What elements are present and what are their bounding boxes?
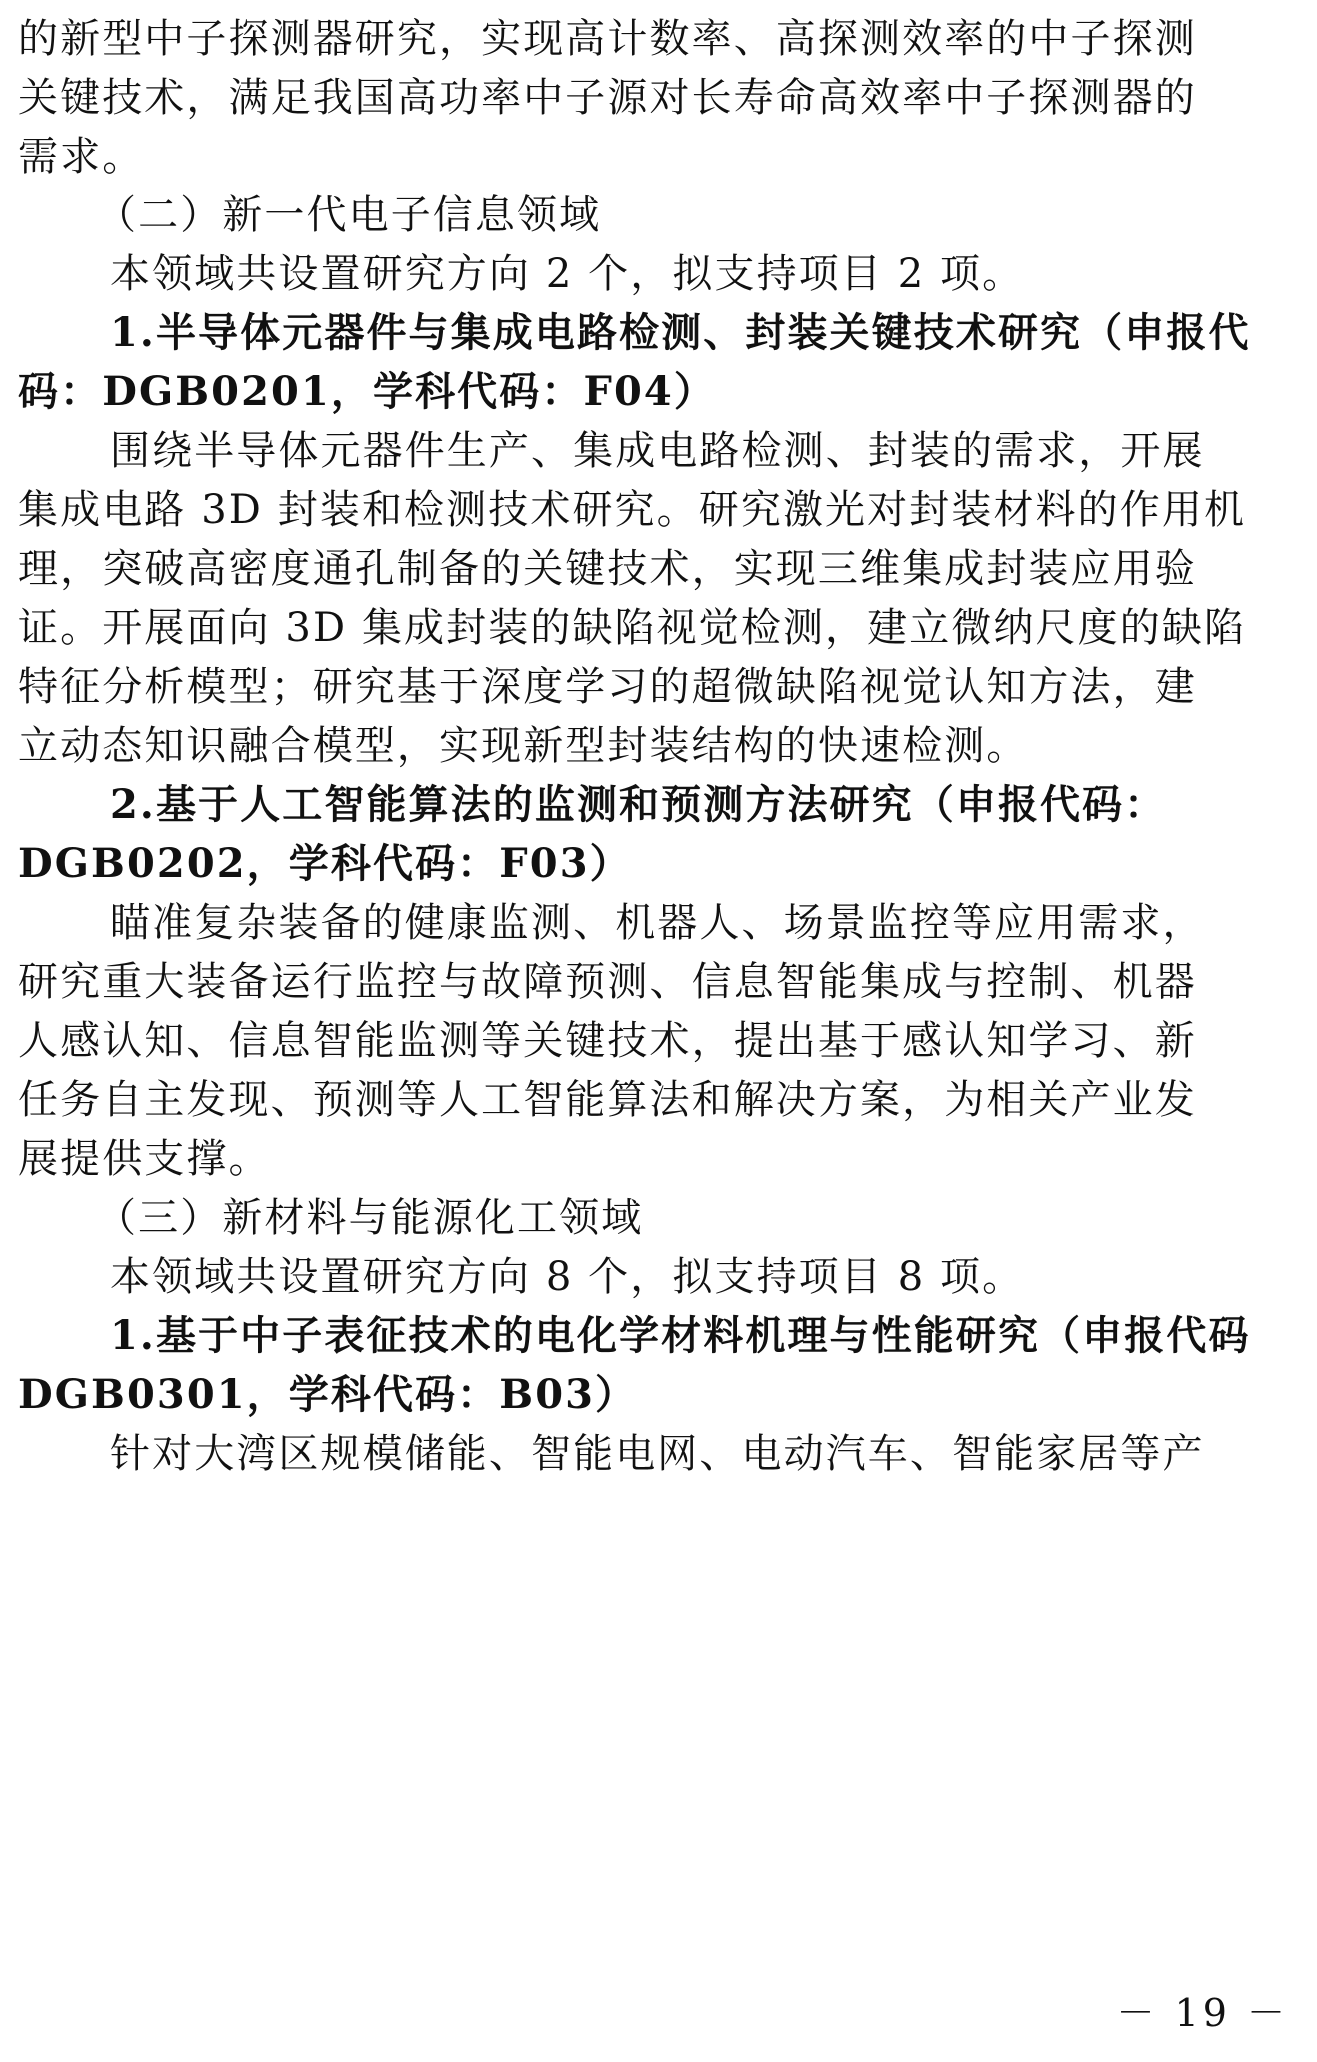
- body-text-line: 本领域共设置研究方向 2 个，拟支持项目 2 项。: [110, 251, 1025, 297]
- body-text-line: 需求。: [18, 134, 145, 180]
- body-text-line: 证。开展面向 3D 集成封装的缺陷视觉检测，建立微纳尺度的缺陷: [18, 605, 1247, 651]
- body-text-line: 展提供支撑。: [18, 1136, 271, 1182]
- section-heading: （二）新一代电子信息领域: [96, 192, 602, 238]
- body-text-line: 特征分析模型；研究基于深度学习的超微缺陷视觉认知方法，建: [18, 664, 1197, 710]
- body-text-line: 理，突破高密度通孔制备的关键技术，实现三维集成封装应用验: [18, 546, 1197, 592]
- body-text-line: 关键技术，满足我国高功率中子源对长寿命高效率中子探测器的: [18, 75, 1197, 121]
- body-text-line: 本领域共设置研究方向 8 个，拟支持项目 8 项。: [110, 1254, 1025, 1300]
- section-heading: （三）新材料与能源化工领域: [96, 1195, 644, 1241]
- body-text-line: 的新型中子探测器研究，实现高计数率、高探测效率的中子探测: [18, 16, 1197, 62]
- page-number: － 19 －: [1116, 1991, 1289, 2035]
- subsection-title: 2.基于人工智能算法的监测和预测方法研究（申报代码：: [110, 781, 1167, 828]
- subsection-title: 1.半导体元器件与集成电路检测、封装关键技术研究（申报代: [110, 309, 1251, 356]
- subsection-title: DGB0301，学科代码：B03）: [18, 1371, 638, 1418]
- body-text-line: 集成电路 3D 封装和检测技术研究。研究激光对封装材料的作用机: [18, 487, 1247, 533]
- body-text-line: 任务自主发现、预测等人工智能算法和解决方案，为相关产业发: [18, 1077, 1197, 1123]
- body-text-line: 研究重大装备运行监控与故障预测、信息智能集成与控制、机器: [18, 959, 1197, 1005]
- subsection-title: 码：DGB0201，学科代码：F04）: [18, 368, 716, 415]
- subsection-title: 1.基于中子表征技术的电化学材料机理与性能研究（申报代码: [110, 1312, 1251, 1359]
- body-text-line: 瞄准复杂装备的健康监测、机器人、场景监控等应用需求，: [110, 900, 1205, 946]
- subsection-title: DGB0202，学科代码：F03）: [18, 840, 632, 887]
- body-text-line: 针对大湾区规模储能、智能电网、电动汽车、智能家居等产: [110, 1431, 1205, 1477]
- body-text-line: 立动态知识融合模型，实现新型封装结构的快速检测。: [18, 723, 1029, 769]
- body-text-line: 人感认知、信息智能监测等关键技术，提出基于感认知学习、新: [18, 1018, 1197, 1064]
- body-text-line: 围绕半导体元器件生产、集成电路检测、封装的需求，开展: [110, 428, 1205, 474]
